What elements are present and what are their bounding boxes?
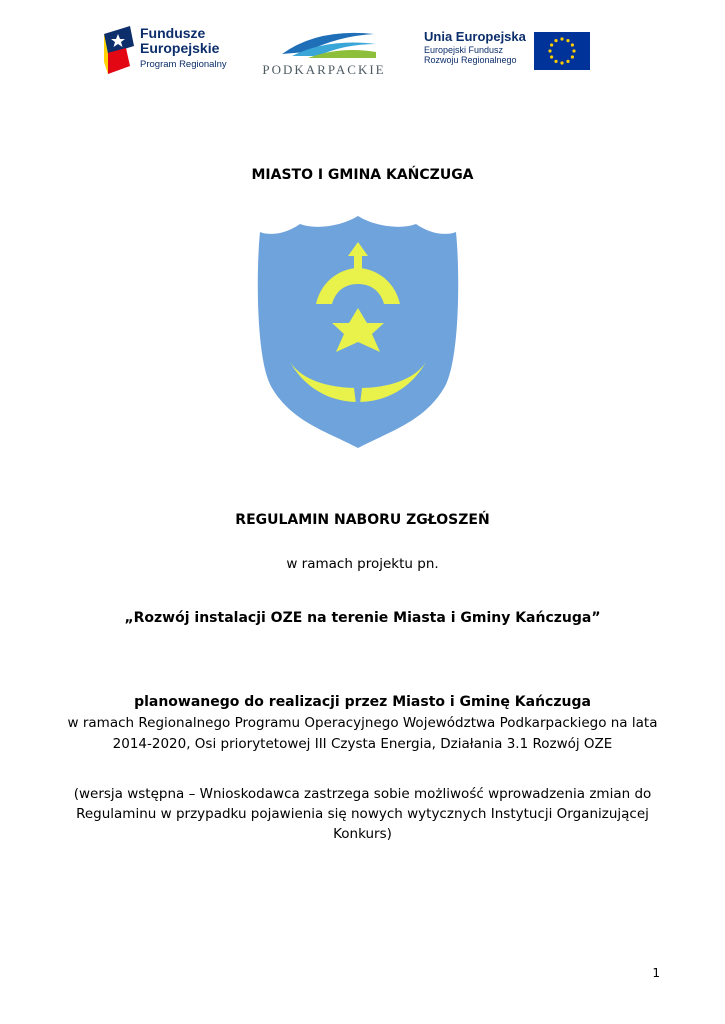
note-line-1: (wersja wstępna – Wnioskodawca zastrzega sobie możliwość wprowadzenia zmian do xyxy=(73,786,652,802)
unia-europejska-logo xyxy=(424,30,594,78)
note-line-3: Konkurs) xyxy=(333,826,392,842)
eu-flag-icon xyxy=(534,32,590,70)
ue-fund-line2: Rozwoju Regionalnego xyxy=(424,55,517,66)
note-line-2: Regulaminu w przypadku pojawienia się nowych wytycznych Instytucji Organizującej xyxy=(76,806,649,822)
planned-by-line: planowanego do realizacji przez Miasto i Gminę Kańczuga xyxy=(134,694,591,710)
fe-title-line2: Europejskie xyxy=(140,40,220,57)
logo-bar xyxy=(0,0,725,100)
ue-fund-line1: Europejski Fundusz xyxy=(424,44,504,55)
fe-title-line1: Fundusze xyxy=(140,25,206,41)
program-line-1: w ramach Regionalnego Programu Operacyjnego Województwa Podkarpackiego na lata xyxy=(67,715,658,731)
document-title: REGULAMIN NABORU ZGŁOSZEŃ xyxy=(235,512,490,528)
kanczuga-coat-of-arms-icon xyxy=(256,212,460,452)
ue-title: Unia Europejska xyxy=(424,29,526,44)
podkarpackie-icon xyxy=(278,26,378,60)
fundusze-europejskie-icon xyxy=(104,26,134,76)
municipality-heading: MIASTO I GMINA KAŃCZUGA xyxy=(251,167,474,183)
fe-subtitle: Program Regionalny xyxy=(140,58,227,70)
podkarpackie-logo xyxy=(258,26,390,78)
project-name: „Rozwój instalacji OZE na terenie Miasta i Gminy Kańczuga” xyxy=(124,610,601,626)
podkarpackie-wordmark: PODKARPACKIE xyxy=(262,62,386,77)
program-line-2: 2014-2020, Osi priorytetowej III Czysta Energia, Działania 3.1 Rozwój OZE xyxy=(112,736,613,752)
page-number: 1 xyxy=(652,966,660,980)
fundusze-europejskie-logo xyxy=(104,26,234,78)
project-intro: w ramach projektu pn. xyxy=(286,556,439,572)
